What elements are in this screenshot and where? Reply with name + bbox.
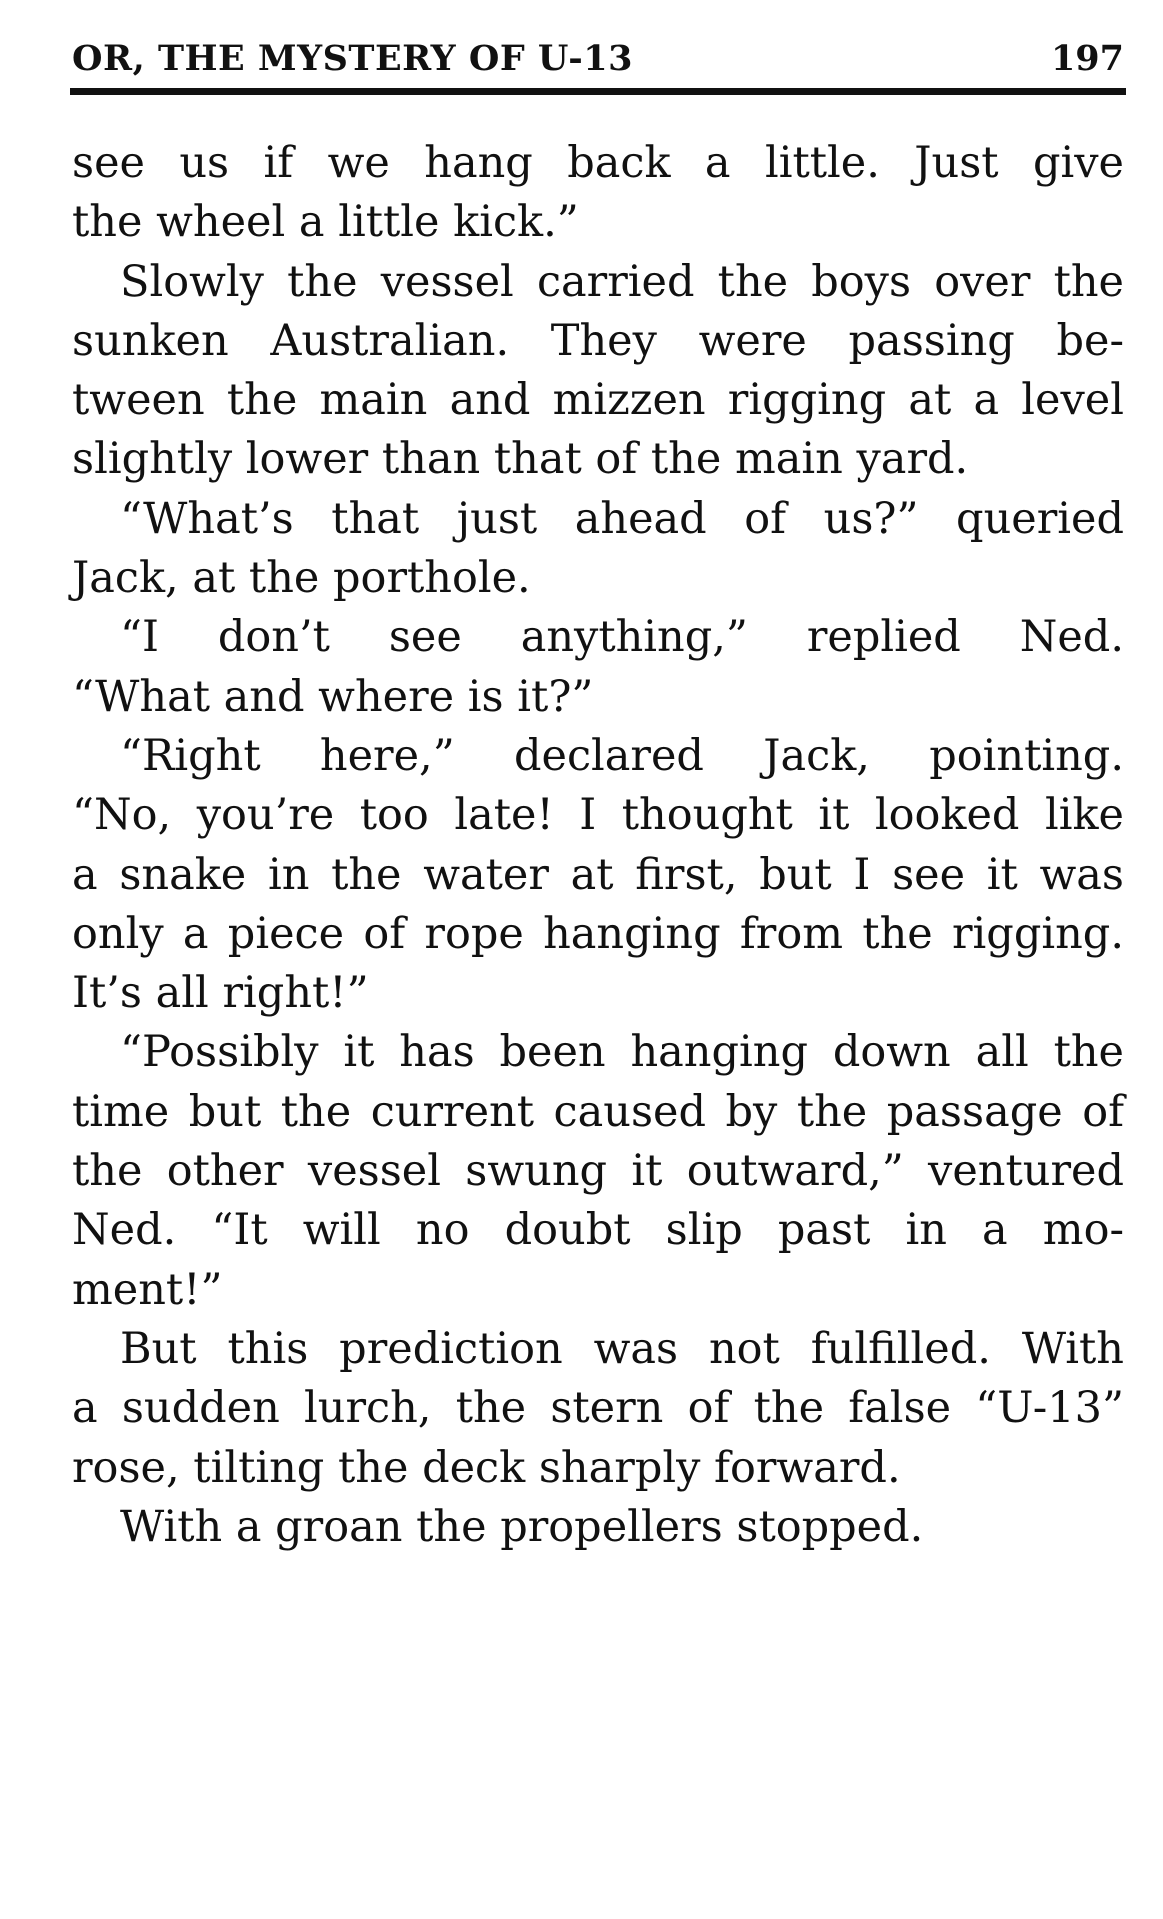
- text-line: slightly lower than that of the main yard.: [72, 434, 969, 485]
- text-line: rose, tilting the deck sharply forward.: [72, 1442, 901, 1493]
- body-text: [72, 134, 1124, 1557]
- text-line: But this prediction was not fulfilled. With: [120, 1323, 1124, 1374]
- text-line: “Right here,” declared Jack, pointing.: [120, 730, 1124, 781]
- header-rule: [70, 88, 1126, 95]
- text-line: With a groan the propellers stopped.: [120, 1501, 924, 1552]
- text-line: the other vessel swung it outward,” ventured: [72, 1146, 1124, 1197]
- text-line: a snake in the water at first, but I see it was: [72, 849, 1124, 900]
- text-line: the wheel a little kick.”: [72, 197, 579, 248]
- text-line: “I don’t see anything,” replied Ned.: [120, 612, 1124, 663]
- running-title: OR, THE MYSTERY OF U-13: [72, 38, 633, 79]
- text-line: a sudden lurch, the stern of the false “U-13”: [72, 1383, 1124, 1434]
- text-line: ment!”: [72, 1264, 223, 1315]
- running-head: [72, 34, 1124, 84]
- text-line: “What’s that just ahead of us?” queried: [120, 493, 1124, 544]
- text-line: “Possibly it has been hanging down all the: [120, 1027, 1124, 1078]
- text-line: sunken Australian. They were passing be-: [72, 315, 1124, 366]
- text-line: time but the current caused by the passage of: [72, 1086, 1124, 1137]
- page-number: 197: [1050, 38, 1124, 79]
- text-line: “No, you’re too late! I thought it looked like: [72, 790, 1124, 841]
- text-line: It’s all right!”: [72, 968, 369, 1019]
- text-line: “What and where is it?”: [72, 671, 594, 722]
- text-line: Jack, at the porthole.: [72, 553, 531, 604]
- text-line: Ned. “It will no doubt slip past in a mo-: [72, 1205, 1124, 1256]
- text-line: only a piece of rope hanging from the rigging.: [72, 908, 1124, 959]
- text-line: Slowly the vessel carried the boys over the: [120, 256, 1124, 307]
- text-line: see us if we hang back a little. Just give: [72, 138, 1124, 188]
- text-line: tween the main and mizzen rigging at a level: [72, 375, 1124, 426]
